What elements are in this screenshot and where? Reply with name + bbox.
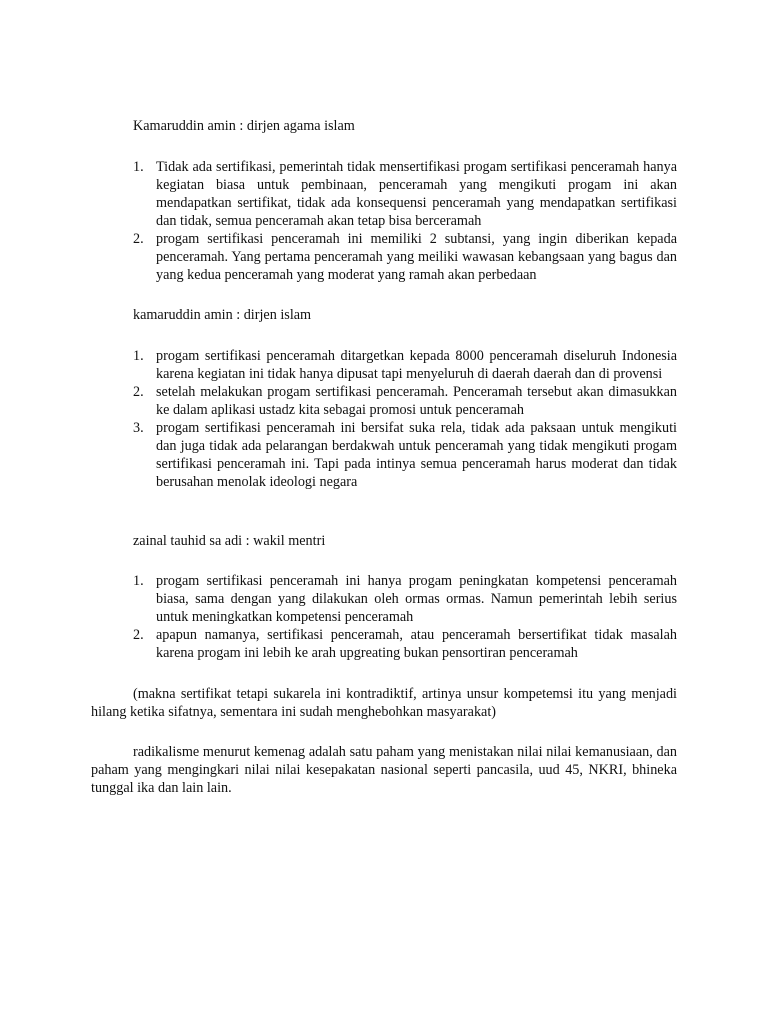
speaker-heading: Kamaruddin amin : dirjen agama islam [133, 118, 355, 134]
list-number: 1. [133, 159, 144, 175]
list-number: 2. [133, 627, 144, 643]
list-item [133, 383, 677, 419]
speaker-heading: zainal tauhid sa adi : wakil mentri [133, 533, 326, 549]
list-item [133, 158, 677, 230]
list-number: 2. [133, 384, 144, 400]
numbered-list [133, 158, 677, 284]
list-item-text: progam sertifikasi penceramah ini memiliki 2 subtansi, yang ingin diberikan kepada penceramah. Yang pertama penceramah yang meiliki wawasan kebangsaan yang bagus dan yang kedua penceramah yang moderat yang ramah akan perbedaan [156, 231, 677, 283]
list-number: 1. [133, 348, 144, 364]
list-item-text: progam sertifikasi penceramah ditargetkan kepada 8000 penceramah diseluruh Indonesia karena kegiatan ini tidak hanya dipusat tapi menyeluruh di daerah daerah dan di provensi [156, 348, 677, 382]
list-item-text: progam sertifikasi penceramah ini bersifat suka rela, tidak ada paksaan untuk mengikuti dan juga tidak ada pelarangan berdakwah untuk penceramah yang tidak mengikuti progam sertifikasi penceramah ini. Tapi pada intinya semua penceramah harus moderat dan tidak berusahan menolak ideologi negara [156, 420, 677, 490]
speaker-heading: kamaruddin amin : dirjen islam [133, 307, 312, 323]
list-number: 1. [133, 573, 144, 589]
numbered-list [133, 572, 677, 662]
list-item-text: apapun namanya, sertifikasi penceramah, atau penceramah bersertifikat tidak masalah karena progam ini lebih ke arah upgreating bukan pensortiran penceramah [156, 627, 677, 661]
list-item [133, 347, 677, 383]
numbered-list [133, 347, 677, 491]
list-number: 3. [133, 420, 144, 436]
list-item [133, 572, 677, 626]
list-item-text: Tidak ada sertifikasi, pemerintah tidak mensertifikasi progam sertifikasi penceramah hanya kegiatan biasa untuk pembinaan, penceramah yang mengikuti progam ini akan mendapatkan sertifikat, tidak ada konsequensi penceramah yang mendapatkan sertifikasi dan tidak, semua penceramah akan tetap bisa berceramah [156, 159, 677, 229]
list-item-text: progam sertifikasi penceramah ini hanya progam peningkatan kompetensi penceramah biasa, sama dengan yang dilakukan oleh ormas ormas. Namun pemerintah lebih serius untuk meningkatkan kompetensi penceramah [156, 573, 677, 625]
list-number: 2. [133, 231, 144, 247]
commentary-paragraph: (makna sertifikat tetapi sukarela ini kontradiktif, artinya unsur kompetemsi itu yang menjadi hilang ketika sifatnya, sementara ini sudah menghebohkan masyarakat) [91, 686, 677, 720]
list-item-text: setelah melakukan progam sertifikasi penceramah. Penceramah tersebut akan dimasukkan ke dalam aplikasi ustadz kita sebagai promosi untuk penceramah [156, 384, 677, 418]
list-item [133, 626, 677, 662]
definition-paragraph: radikalisme menurut kemenag adalah satu paham yang menistakan nilai nilai kemanusiaan, dan paham yang mengingkari nilai nilai kesepakatan nasional seperti pancasila, uud 45, NKRI, bhineka tunggal ika dan lain lain. [91, 744, 677, 796]
list-item [133, 230, 677, 284]
list-item [133, 419, 677, 491]
